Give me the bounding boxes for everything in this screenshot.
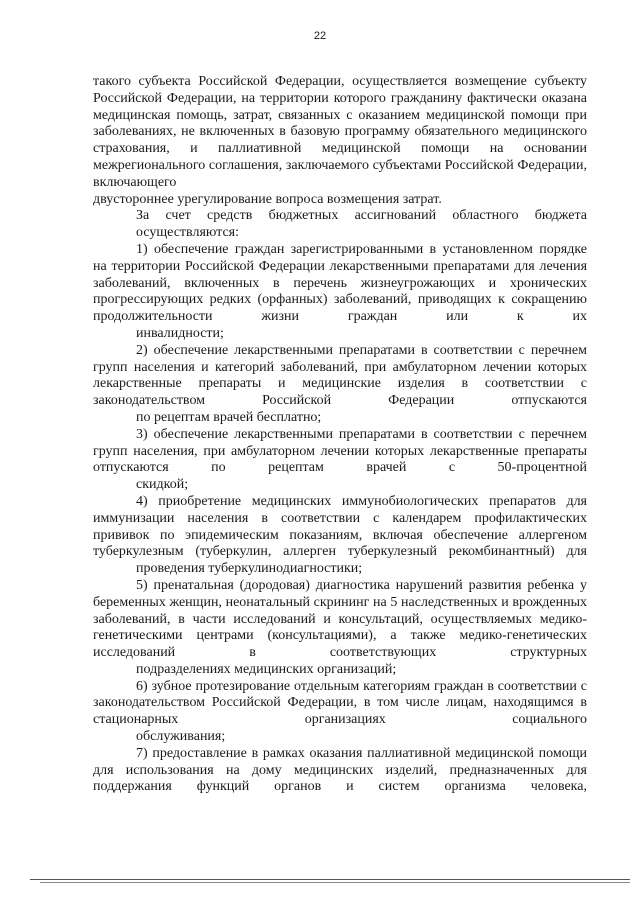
document-body — [93, 74, 587, 796]
text-line-last: подразделениях медицинских организаций; — [136, 661, 397, 677]
text-line: приводящих к сокращению продолжительности жизни граждан или к их — [93, 292, 588, 325]
text-line: лечении которых лекарственные препараты и медицинские изделия — [93, 359, 587, 392]
text-line: иммунизации населения в соответствии с календарем профилактических — [93, 510, 587, 526]
text-line: туберкулезным (туберкулин, аллерген туберкулезный рекомбинантный) для — [93, 544, 587, 560]
text-line: такого субъекта Российской Федерации, осуществляется возмещение — [93, 74, 527, 89]
paragraph-item-1 — [93, 242, 587, 343]
text-line: с перечнем групп населения, при амбулаторном лечении которых — [93, 426, 587, 459]
text-line: медико-генетических исследований в соответствующих структурных — [93, 628, 587, 661]
text-line: осуществляемых медико-генетическими центрами (консультациями), а также — [93, 611, 588, 644]
text-line: прививок по эпидемическим показаниям, включая обеспечение аллергеном — [93, 527, 587, 543]
text-line: для поддержания функций органов и систем организма человека, — [93, 762, 587, 795]
paragraph-item-5 — [93, 578, 587, 679]
text-line: субъекту Российской Федерации, на территории которого гражданину — [93, 74, 588, 106]
text-line-last: скидкой; — [136, 477, 189, 493]
text-line: с перечнем групп населения и категорий заболеваний, при амбулаторном — [93, 342, 587, 375]
text-line-last: по рецептам врачей бесплатно; — [136, 409, 322, 425]
text-line: помощи для использования на дому медицинских изделий, предназначенных — [93, 745, 587, 778]
text-line: лицам, находящимся в стационарных организациях социального — [93, 695, 587, 728]
text-line: порядке на территории Российской Федерации лекарственными препаратами — [93, 241, 587, 274]
paragraph-item-6 — [93, 679, 587, 746]
page-number: 22 — [313, 30, 327, 42]
text-line: 2) обеспечение лекарственными препаратами в соответствии — [136, 342, 513, 358]
text-line: программу обязательного медицинского страхования, и паллиативной — [93, 124, 588, 157]
text-line: и хронических прогрессирующих редких (орфанных) заболеваний, — [93, 275, 588, 308]
text-line-last: проведения туберкулинодиагностики; — [136, 561, 363, 577]
scan-edge-line — [30, 879, 630, 880]
text-line: 1) обеспечение граждан зарегистрированными в установленном — [136, 241, 533, 257]
text-line: За счет средств бюджетных ассигнований областного бюджета — [136, 208, 587, 224]
text-line-last: двустороннее урегулирование вопроса возмещения затрат. — [93, 191, 442, 207]
text-line: 6) зубное протезирование отдельным категориям граждан — [136, 678, 484, 694]
paragraph-item-4 — [93, 494, 587, 578]
text-line: у беременных женщин, неонатальный скрининг на 5 наследственных — [93, 577, 587, 610]
text-line: для лечения заболеваний, включенных в перечень жизнеугрожающих — [93, 258, 588, 291]
paragraph-item-2 — [93, 343, 587, 427]
text-line: медицинской помощи при заболеваниях, не включенных в базовую — [93, 107, 588, 140]
text-line: фактически оказана медицинская помощь, затрат, связанных с оказанием — [93, 90, 587, 123]
text-line: заключаемого субъектами Российской Федерации, включающего — [93, 157, 587, 190]
text-line: в соответствии с законодательством Российской Федерации, в том числе — [93, 678, 588, 711]
paragraph-budget-intro — [93, 208, 587, 242]
text-line: 4) приобретение медицинских иммунобиологических препаратов для — [136, 493, 587, 509]
text-line: и врожденных заболеваний, в части исследований и консультаций, — [93, 594, 588, 627]
paragraph-compensation — [93, 74, 587, 208]
text-line: 7) предоставление в рамках оказания паллиативной медицинской — [136, 745, 534, 761]
paragraph-item-3 — [93, 427, 587, 494]
text-line: 3) обеспечение лекарственными препаратами в соответствии — [136, 426, 513, 442]
paragraph-item-7 — [93, 746, 587, 796]
text-line: в соответствии с законодательством Российской Федерации отпускаются — [93, 376, 587, 409]
text-line: лекарственные препараты отпускаются по рецептам врачей с 50-процентной — [93, 443, 587, 476]
scan-edge-line-lower — [40, 882, 630, 883]
text-line-last: осуществляются: — [136, 225, 240, 241]
text-line: медицинской помощи на основании межрегионального соглашения, — [93, 141, 588, 173]
text-line-last: обслуживания; — [136, 729, 226, 745]
text-line: 5) пренатальная (дородовая) диагностика нарушений развития ребенка — [136, 577, 575, 593]
text-line-last: инвалидности; — [136, 325, 224, 341]
